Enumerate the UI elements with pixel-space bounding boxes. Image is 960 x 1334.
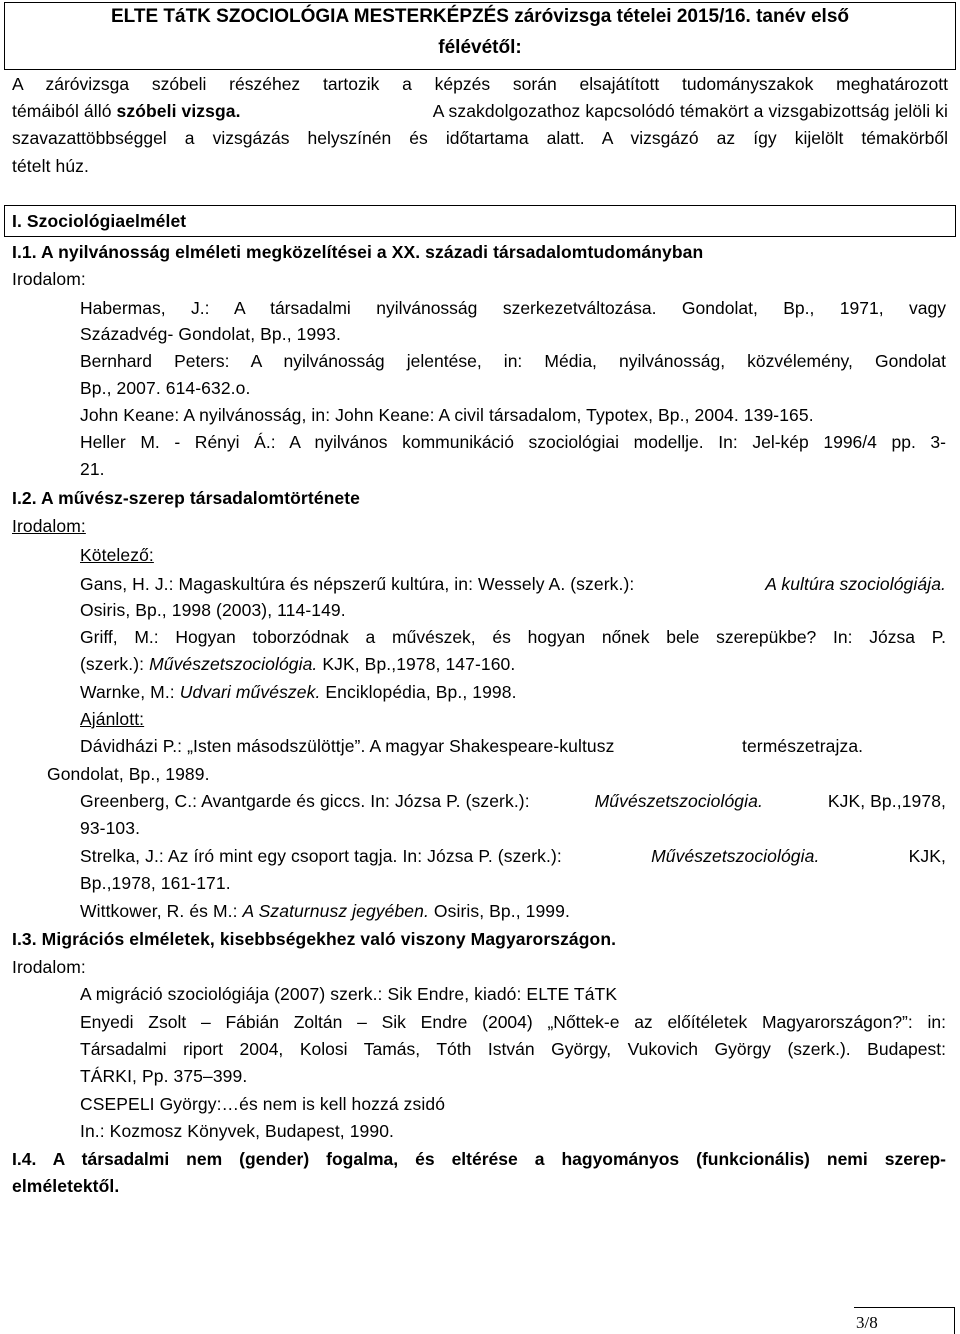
intro-l2-end: A szakdolgozathoz kapcsolódó témakört a vizsgabizottság jelöli ki	[432, 101, 948, 121]
reference-migration: A migráció szociológiája (2007) szerk.: Sik Endre, kiadó: ELTE TáTK	[80, 984, 618, 1004]
reference-peters: Bernhard Peters: A nyilvánosság jelentése, in: Média, nyilvánosság, közvélemény, Gondolat	[80, 351, 946, 371]
reference-gans: Gans, H. J.: Magaskultúra és népszerű kultúra, in: Wessely A. (szerk.): A kultúra szociológiája.	[80, 574, 946, 594]
reference-peters-cont: Bp., 2007. 614-632.o.	[80, 378, 251, 398]
required-label: Kötelező:	[80, 545, 154, 565]
topic-1-literature-label: Irodalom:	[12, 269, 86, 289]
reference-warnke: Warnke, M.: Udvari művészek. Enciklopédia, Bp., 1998.	[80, 682, 517, 702]
reference-griff: Griff, M.: Hogyan toborzódnak a művészek, és hogyan nőnek bele szerepükbe? In: Józsa P.	[80, 627, 946, 647]
reference-greenberg-cont: 93-103.	[80, 818, 141, 838]
topic-3-heading: I.3. Migrációs elméletek, kisebbségekhez való viszony Magyarországon.	[12, 929, 617, 949]
reference-csepeli: CSEPELI György:…és nem is kell hozzá zsidó	[80, 1094, 446, 1114]
footer-rule	[854, 1307, 954, 1308]
intro-line4: tételt húz.	[12, 156, 89, 176]
topic-1-heading: I.1. A nyilvánosság elméleti megközelítései a XX. századi társadalomtudományban	[12, 242, 704, 262]
intro-line3: szavazattöbbséggel a vizsgázás helyszínén és időtartama alatt. A vizsgázó az így kijelölt témakörből	[12, 128, 948, 148]
page-title-line2: félévétől:	[438, 37, 522, 58]
reference-enyedi: Enyedi Zsolt – Fábián Zoltán – Sik Endre (2004) „Nőttek-e az előítéletek Magyarországon?”: in:	[80, 1012, 946, 1032]
section-heading: I. Szociológiaelmélet	[12, 211, 187, 231]
page-number: 3/8	[856, 1313, 878, 1332]
reference-griff-cont: (szerk.): Művészetszociológia. KJK, Bp.,1978, 147-160.	[80, 654, 516, 674]
reference-csepeli-cont: In.: Kozmosz Könyvek, Budapest, 1990.	[80, 1121, 395, 1141]
topic-2-heading: I.2. A művész-szerep társadalomtörténete	[12, 488, 360, 508]
topic-4-heading: I.4. A társadalmi nem (gender) fogalma, és eltérése a hagyományos (funkcionális) nemi szerep-	[12, 1149, 946, 1169]
recommended-label: Ajánlott:	[80, 709, 145, 729]
reference-enyedi-cont: Társadalmi riport 2004, Kolosi Tamás, Tóth István György, Vukovich György (szerk.). Budapest:	[80, 1039, 946, 1059]
reference-habermas: Habermas, J.: A társadalmi nyilvánosság szerkezetváltozása. Gondolat, Bp., 1971, vagy	[80, 298, 946, 318]
reference-wittkower: Wittkower, R. és M.: A Szaturnusz jegyében. Osiris, Bp., 1999.	[80, 901, 570, 921]
page-title-line1: ELTE TáTK SZOCIOLÓGIA MESTERKÉPZÉS záróvizsga tételei 2015/16. tanév első	[110, 6, 850, 27]
reference-strelka: Strelka, J.: Az író mint egy csoport tagja. In: Józsa P. (szerk.): Művészetszociológia. KJK,	[80, 846, 946, 866]
topic-2-literature-label: Irodalom:	[12, 516, 86, 536]
intro-line1: A záróvizsga szóbeli részéhez tartozik a képzés során elsajátított tudományszakok meghatározott	[12, 74, 948, 94]
topic-4-heading-cont: elméletektől.	[12, 1176, 120, 1196]
reference-davidhazi-cont: Gondolat, Bp., 1989.	[47, 764, 210, 784]
oral-exam-emphasis: szóbeli vizsga.	[116, 101, 241, 121]
footer-rule-vertical	[954, 1307, 955, 1334]
reference-habermas-cont: Századvég- Gondolat, Bp., 1993.	[80, 324, 341, 344]
reference-strelka-cont: Bp.,1978, 161-171.	[80, 873, 231, 893]
intro-line2	[12, 101, 948, 122]
reference-davidhazi-end: természetrajza.	[742, 736, 864, 756]
topic-3-literature-label: Irodalom:	[12, 957, 86, 977]
reference-heller-cont: 21.	[80, 459, 105, 479]
reference-gans-cont: Osiris, Bp., 1998 (2003), 114-149.	[80, 600, 346, 620]
intro-l2-start: témáiból álló szóbeli vizsga.	[12, 101, 241, 121]
reference-keane: John Keane: A nyilvánosság, in: John Keane: A civil társadalom, Typotex, Bp., 2004. 139-165.	[80, 405, 814, 425]
reference-heller: Heller M. - Rényi Á.: A nyilvános kommunikáció szociológiai modellje. In: Jel-kép 1996/4 pp. 3-	[80, 432, 946, 452]
reference-greenberg: Greenberg, C.: Avantgarde és giccs. In: Józsa P. (szerk.): Művészetszociológia. KJK, Bp.,1978,	[80, 791, 946, 811]
reference-davidhazi: Dávidházi P.: „Isten másodszülöttje”. A magyar Shakespeare-kultusz	[80, 736, 615, 756]
reference-enyedi-cont2: TÁRKI, Pp. 375–399.	[80, 1066, 248, 1086]
